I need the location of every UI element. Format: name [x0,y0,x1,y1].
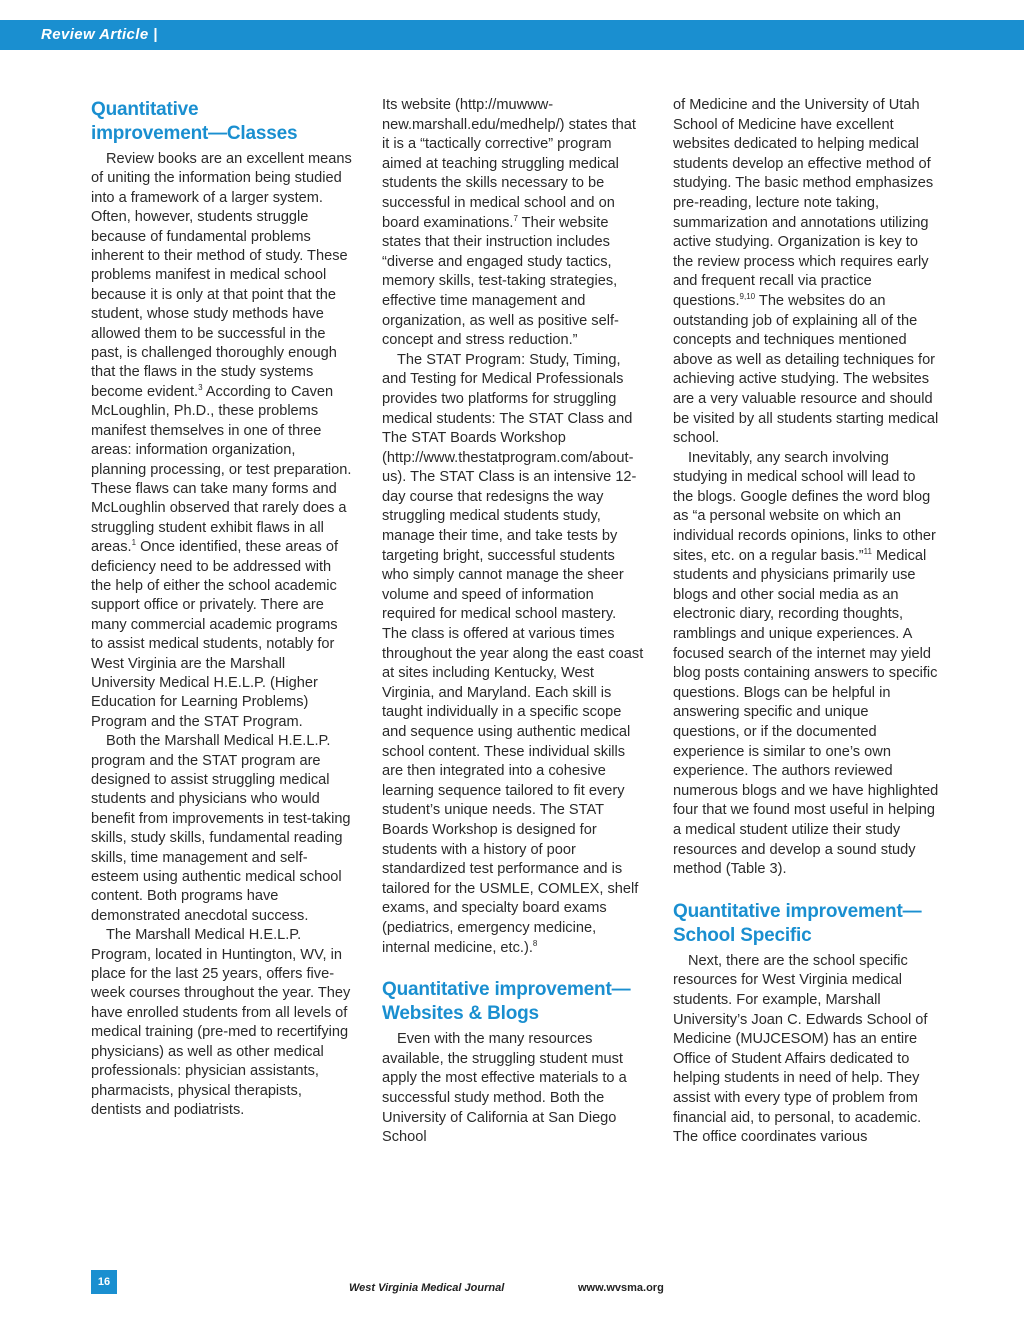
section-heading-school-specific [673,900,939,948]
paragraph: Both the Marshall Medical H.E.L.P. program and the STAT program are designed to assist struggling medical students and physicians who would benefit from improvements in test-taking skills, study skills, fundamental reading skills, time management and self-esteem using authentic medical school content. Both programs have demonstrated anecdotal success. [91,733,351,924]
reference-marker: 11 [863,546,872,556]
column-3 [673,96,939,1148]
column-1 [91,96,353,1120]
section-label: Review Article | [41,26,158,43]
paragraph [382,96,644,351]
paragraph: Even with the many resources available, the struggling student must apply the most effective materials to a successful study method. Both the University of California at San Diego School [382,1031,627,1146]
heading-line: Quantitative improvement— [382,979,631,1001]
section-heading-classes [91,98,353,146]
paragraph-text: Its website (http://muwww-new.marshall.edu/medhelp/) states that it is a “tactically corrective” program aimed at teaching struggling medical students the skills necessary to be successful in medical school and on board examinations. [382,97,636,231]
paragraph-text: Review books are an excellent means of uniting the information being studied into a framework of a larger system. Often, however, students struggle because of fundamental problems inherent to their method of study. These problems manifest in medical school because it is only at that point that the student, whose study methods have allowed them to be successful in the past, is challenged thoroughly enough that the flaws in the study systems become evident. [91,151,352,400]
page-number: 16 [91,1270,117,1294]
paragraph-text: The websites do an outstanding job of explaining all of the concepts and techniques mentioned above as well as detailing techniques for achieving active studying. The websites are a very valuable resource and should be visited by all students starting medical school. [673,292,939,447]
footer-url[interactable]: www.wvsma.org [578,1282,664,1294]
heading-line: Quantitative improvement— [673,900,922,922]
section-heading-websites-blogs [382,978,644,1026]
reference-marker: 1 [131,538,137,548]
paragraph [91,150,353,732]
paragraph: The Marshall Medical H.E.L.P. Program, located in Huntington, WV, in place for the last 25 years, offers five-week courses throughout the year. They have enrolled students from all levels of medical training (pre-med to recertifying physicians) as well as other medical professionals: physician assistants, pharmacists, physical therapists, dentists and podiatrists. [91,927,351,1118]
paragraph-text: The STAT Program: Study, Timing, and Testing for Medical Professionals provides two platforms for struggling medical students: The STAT Class and The STAT Boards Workshop (http://www.thestatprogram.com/about-us). The STAT Class is an intensive 12-day course that redesigns the way struggling medical students study, manage their time, and take tests by targeting bright, successful students who simply cannot manage the sheer volume and speed of information required for medical school mastery. The class is offered at various times throughout the year along the east coast at sites including Kentucky, West Virginia, and Maryland. Each skill is taught individually in a specific scope and sequence using authentic medical school content. These individual skills are then integrated into a cohesive learning sequence tailored to fit every student’s unique needs. The STAT Boards Workshop is designed for students with a history of poor standardized test performance and is tailored for the USMLE, COMLEX, shelf exams, and specialty board exams (pediatrics, emergency medicine, internal medicine, etc.). [382,351,644,956]
paragraph [673,96,939,449]
paragraph-text: Their website states that their instruction includes “diverse and engaged study tactics, memory skills, test-taking strategies, effective time management and organization, as well as positive self-concept and stress reduction.” [382,214,619,349]
reference-marker: 7 [513,213,518,223]
column-2 [382,96,644,1148]
header-bar [0,20,1024,50]
paragraph-text: Inevitably, any search involving studying in medical school will lead to the blogs. Google defines the word blog as “a personal website on which an individual records opinions, links to other sites, etc. on a regular basis.” [673,449,936,564]
paragraph [673,449,939,880]
paragraph-text: of Medicine and the University of Utah School of Medicine have excellent websites dedicated to helping medical students develop an effective method of studying. The basic method emphasizes pre-reading, lecture note taking, summarization and annotations utilizing active studying. Organization is key to the review process which requires early and frequent recall via practice questions. [673,97,934,309]
paragraph [382,351,644,958]
reference-marker: 3 [198,383,203,393]
paragraph-text: Medical students and physicians primarily use blogs and other social media as an electronic diary, recording thoughts, ramblings and unique experiences. A focused search of the internet may yield blog posts containing answers to specific questions. Blogs can be helpful in answering specific and unique questions, or if the documented experience is similar to one’s own experience. The authors reviewed numerous blogs and we have highlighted four that we found most useful in helping a medical student utilize their study resources and develop a sound study method (Table 3). [673,547,939,878]
footer-journal-name: West Virginia Medical Journal [349,1282,505,1294]
paragraph-text: According to Caven McLoughlin, Ph.D., these problems manifest themselves in one of three areas: information organization, planning processing, or test preparation. These flaws can take many forms and McLoughlin observed that rarely does a struggling student exhibit flaws in all areas. [91,383,352,556]
heading-line: Websites & Blogs [382,1003,539,1025]
paragraph-text: Once identified, these areas of deficiency need to be addressed with the help of either the school academic support office or privately. There are many commercial academic programs to assist medical students, notably for West Virginia are the Marshall University Medical H.E.L.P. (Higher Education for Learning Problems) Program and the STAT Program. [91,539,339,730]
reference-marker: 8 [532,938,538,948]
heading-line: improvement—Classes [91,123,298,144]
heading-line: Quantitative [91,99,199,120]
reference-marker: 9,10 [739,292,756,302]
paragraph: Next, there are the school specific resources for West Virginia medical students. For example, Marshall University’s Joan C. Edwards School of Medicine (MUJCESOM) has an entire Office of Student Affairs dedicated to helping students in need of help. They assist with every type of problem from financial aid, to personal, to academic. The office coordinates various [673,952,928,1146]
heading-line: School Specific [673,924,812,946]
